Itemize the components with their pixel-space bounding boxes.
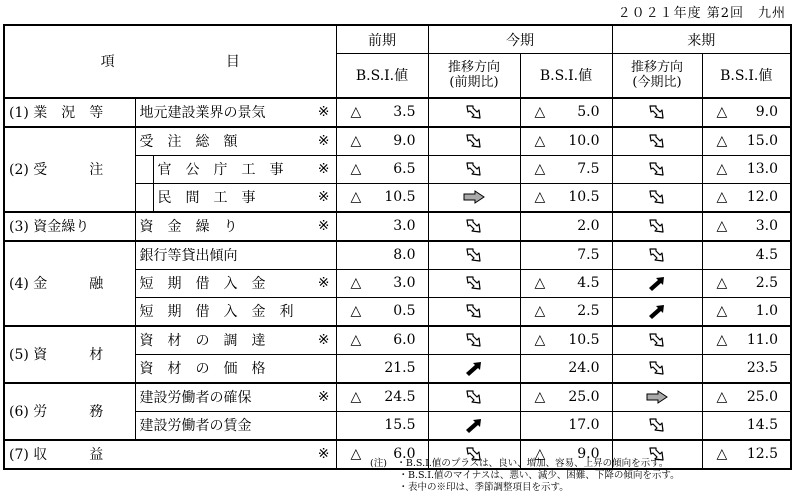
curr-number: 7.5 <box>577 247 600 263</box>
prev-number: 6.5 <box>393 161 416 177</box>
curr-value <box>520 183 612 212</box>
group-label: (6) 労 務 <box>4 383 135 440</box>
item-label-text: 銀行等貸出傾向 <box>139 248 238 264</box>
item-label-text: 資 材 の 調 達 <box>139 333 266 349</box>
prev-number: 3.0 <box>393 218 416 234</box>
trend-flat-icon <box>612 383 702 412</box>
next-value <box>702 98 791 127</box>
prev-number: 3.0 <box>393 275 416 291</box>
negative-triangle: △ <box>534 331 546 348</box>
report-caption: ２０２１年度 第2回 九州 <box>617 6 786 21</box>
negative-triangle: △ <box>716 445 728 462</box>
trend-down-icon <box>428 98 520 127</box>
curr-trend-header <box>428 54 520 98</box>
item-label <box>153 440 336 469</box>
trend-down-icon <box>428 297 520 326</box>
item-label <box>153 155 336 183</box>
curr-value <box>520 155 612 183</box>
prev-value <box>336 297 428 326</box>
table-row <box>4 127 791 156</box>
curr-number: 5.0 <box>577 104 600 120</box>
prev-value <box>336 183 428 212</box>
curr-value <box>520 98 612 127</box>
negative-triangle: △ <box>716 302 728 319</box>
prev-value <box>336 241 428 270</box>
next-number: 11.0 <box>746 332 778 348</box>
prev-value <box>336 411 428 440</box>
bsi-table <box>3 24 792 470</box>
next-number: 4.5 <box>755 247 778 263</box>
curr-value <box>520 127 612 156</box>
item-label-text: 資 金 繰 り <box>139 219 238 235</box>
curr-trend-header-2: (前期比) <box>449 75 499 91</box>
table-row <box>4 98 791 127</box>
next-number: 12.5 <box>746 446 778 462</box>
next-value <box>702 241 791 270</box>
negative-triangle: △ <box>350 274 362 291</box>
indent-cell <box>135 183 153 212</box>
trend-up-icon <box>612 297 702 326</box>
prev-value <box>336 354 428 383</box>
item-label <box>135 212 336 241</box>
next-trend-header <box>612 54 702 98</box>
curr-number: 10.0 <box>568 133 600 149</box>
seasonal-adjustment-mark: ※ <box>317 218 330 234</box>
item-label <box>135 411 336 440</box>
next-number: 3.0 <box>755 218 778 234</box>
negative-triangle: △ <box>350 331 362 348</box>
trend-down-icon <box>612 354 702 383</box>
trend-down-icon <box>612 411 702 440</box>
curr-value <box>520 383 612 412</box>
footnotes <box>370 458 680 494</box>
next-value <box>702 297 791 326</box>
group-label: (4) 金 融 <box>4 241 135 326</box>
negative-triangle: △ <box>534 388 546 405</box>
trend-down-icon <box>612 98 702 127</box>
trend-down-icon <box>612 155 702 183</box>
prev-value <box>336 212 428 241</box>
next-trend-header-1: 推移方向 <box>630 60 683 76</box>
trend-up-icon <box>428 411 520 440</box>
next-value <box>702 383 791 412</box>
next-value <box>702 354 791 383</box>
next-value <box>702 411 791 440</box>
prev-number: 9.0 <box>393 133 416 149</box>
seasonal-adjustment-mark: ※ <box>317 332 330 348</box>
prev-value <box>336 98 428 127</box>
curr-period-header: 今期 <box>428 25 612 54</box>
footnote-3: ・表中の※印は、季節調整項目を示す。 <box>370 482 569 493</box>
item-label <box>135 127 336 156</box>
prev-value <box>336 155 428 183</box>
item-label <box>135 354 336 383</box>
negative-triangle: △ <box>716 160 728 177</box>
next-number: 25.0 <box>746 389 778 405</box>
curr-bsi-header: B.S.I.値 <box>520 54 612 98</box>
next-value <box>702 155 791 183</box>
trend-down-icon <box>428 326 520 355</box>
negative-triangle: △ <box>350 302 362 319</box>
curr-number: 2.0 <box>577 218 600 234</box>
item-label <box>135 241 336 270</box>
curr-value <box>520 212 612 241</box>
negative-triangle: △ <box>350 103 362 120</box>
item-label <box>153 183 336 212</box>
trend-down-icon <box>612 241 702 270</box>
prev-number: 8.0 <box>393 247 416 263</box>
footnote-1: (注) ・B.S.I.値のプラスは、良い、増加、容易、上昇の傾向を示す。 <box>370 458 669 469</box>
item-label-text: 短 期 借 入 金 <box>139 276 266 292</box>
trend-down-icon <box>428 269 520 297</box>
item-label <box>135 383 336 412</box>
trend-up-icon <box>612 269 702 297</box>
curr-number: 4.5 <box>577 275 600 291</box>
next-number: 9.0 <box>755 104 778 120</box>
negative-triangle: △ <box>716 217 728 234</box>
next-value <box>702 183 791 212</box>
trend-down-icon <box>612 326 702 355</box>
negative-triangle: △ <box>350 445 362 462</box>
negative-triangle: △ <box>716 103 728 120</box>
curr-number: 10.5 <box>568 189 600 205</box>
curr-value <box>520 269 612 297</box>
curr-value <box>520 354 612 383</box>
next-number: 1.0 <box>755 303 778 319</box>
item-label-text: 受 注 総 額 <box>139 134 238 150</box>
item-label-text: 資 材 の 価 格 <box>139 361 266 377</box>
next-value <box>702 212 791 241</box>
curr-trend-header-1: 推移方向 <box>447 60 500 76</box>
trend-down-icon <box>612 127 702 156</box>
next-number: 23.5 <box>746 360 778 376</box>
item-label <box>135 98 336 127</box>
next-number: 15.0 <box>746 133 778 149</box>
seasonal-adjustment-mark: ※ <box>317 389 330 405</box>
next-number: 14.5 <box>746 417 778 433</box>
footnote-2: ・B.S.I.値のマイナスは、悪い、減少、困難、下降の傾向を示す。 <box>370 470 680 481</box>
trend-up-icon <box>428 354 520 383</box>
table-row <box>4 326 791 355</box>
negative-triangle: △ <box>716 132 728 149</box>
trend-down-icon <box>428 212 520 241</box>
negative-triangle: △ <box>716 274 728 291</box>
prev-number: 6.0 <box>393 446 416 462</box>
next-period-header: 来期 <box>612 25 791 54</box>
group-label: (3) 資金繰り <box>4 212 135 241</box>
negative-triangle: △ <box>534 302 546 319</box>
negative-triangle: △ <box>350 188 362 205</box>
prev-number: 10.5 <box>384 189 416 205</box>
prev-value <box>336 127 428 156</box>
item-header <box>4 25 336 98</box>
group-label: (5) 資 材 <box>4 326 135 383</box>
table-row <box>4 383 791 412</box>
item-label-text: 建設労働者の賃金 <box>139 418 252 434</box>
trend-flat-icon <box>428 183 520 212</box>
item-label <box>135 269 336 297</box>
next-number: 13.0 <box>746 161 778 177</box>
next-number: 2.5 <box>755 275 778 291</box>
item-header-2: 目 <box>225 54 240 71</box>
item-label-text: 建設労働者の確保 <box>139 390 252 406</box>
negative-triangle: △ <box>350 132 362 149</box>
curr-number: 17.0 <box>568 417 600 433</box>
item-header-1: 項 <box>100 54 115 71</box>
negative-triangle: △ <box>534 132 546 149</box>
table-body <box>4 98 791 469</box>
curr-number: 10.5 <box>568 332 600 348</box>
trend-down-icon <box>612 183 702 212</box>
item-label-text: 短 期 借 入 金 利 <box>139 304 294 320</box>
curr-number: 2.5 <box>577 303 600 319</box>
trend-down-icon <box>428 155 520 183</box>
negative-triangle: △ <box>716 388 728 405</box>
negative-triangle: △ <box>534 160 546 177</box>
item-label <box>135 326 336 355</box>
trend-down-icon <box>428 241 520 270</box>
next-value <box>702 326 791 355</box>
next-value <box>702 440 791 469</box>
prev-number: 0.5 <box>393 303 416 319</box>
group-label: (2) 受 注 <box>4 127 135 212</box>
prev-number: 3.5 <box>393 104 416 120</box>
negative-triangle: △ <box>716 188 728 205</box>
curr-number: 9.0 <box>577 446 600 462</box>
curr-number: 24.0 <box>568 360 600 376</box>
curr-value <box>520 297 612 326</box>
prev-bsi-header: B.S.I.値 <box>336 54 428 98</box>
item-label <box>135 297 336 326</box>
prev-number: 21.5 <box>384 360 416 376</box>
trend-down-icon <box>428 127 520 156</box>
negative-triangle: △ <box>534 274 546 291</box>
seasonal-adjustment-mark: ※ <box>317 104 330 120</box>
seasonal-adjustment-mark: ※ <box>317 446 330 462</box>
next-value <box>702 269 791 297</box>
table-row <box>4 212 791 241</box>
trend-down-icon <box>612 212 702 241</box>
negative-triangle: △ <box>534 103 546 120</box>
curr-value <box>520 326 612 355</box>
prev-number: 6.0 <box>393 332 416 348</box>
negative-triangle: △ <box>350 160 362 177</box>
table-row <box>4 241 791 270</box>
group-label: (7) 収 益 <box>4 440 153 469</box>
prev-number: 24.5 <box>384 389 416 405</box>
seasonal-adjustment-mark: ※ <box>317 161 330 177</box>
negative-triangle: △ <box>350 388 362 405</box>
curr-number: 25.0 <box>568 389 600 405</box>
next-value <box>702 127 791 156</box>
indent-cell <box>135 155 153 183</box>
negative-triangle: △ <box>716 331 728 348</box>
prev-value <box>336 383 428 412</box>
curr-value <box>520 411 612 440</box>
next-bsi-header: B.S.I.値 <box>702 54 791 98</box>
group-label: (1) 業 況 等 <box>4 98 135 127</box>
prev-value <box>336 326 428 355</box>
next-trend-header-2: (今期比) <box>632 75 682 91</box>
trend-down-icon <box>428 383 520 412</box>
negative-triangle: △ <box>534 445 546 462</box>
prev-period-header: 前期 <box>336 25 428 54</box>
seasonal-adjustment-mark: ※ <box>317 275 330 291</box>
seasonal-adjustment-mark: ※ <box>317 189 330 205</box>
prev-value <box>336 269 428 297</box>
item-label-text: 官 公 庁 工 事 <box>157 162 284 178</box>
item-label-text: 民 間 工 事 <box>157 190 256 206</box>
next-number: 12.0 <box>746 189 778 205</box>
seasonal-adjustment-mark: ※ <box>317 133 330 149</box>
item-label-text: 地元建設業界の景気 <box>139 105 266 121</box>
curr-number: 7.5 <box>577 161 600 177</box>
negative-triangle: △ <box>534 188 546 205</box>
curr-value <box>520 241 612 270</box>
prev-number: 15.5 <box>384 417 416 433</box>
